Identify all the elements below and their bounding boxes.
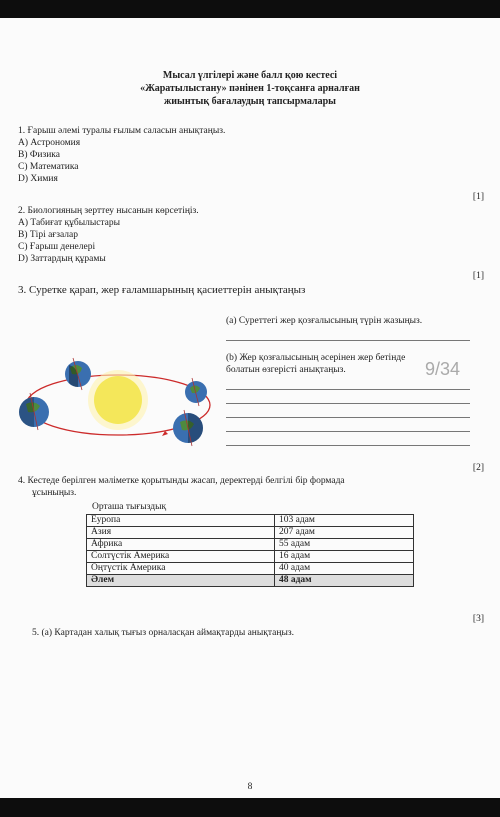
q4-question-line1: 4. Кестеде берілген мәліметке қорытынды жасап, деректерді белгілі бір формада [18, 476, 345, 486]
value-cell: 207 адам [275, 527, 414, 539]
value-cell: 40 адам [275, 563, 414, 575]
q1-option-c: C) Математика [18, 162, 79, 172]
q2-mark: [1] [472, 271, 484, 281]
table-total-row [87, 575, 414, 587]
answer-line-b3[interactable] [226, 417, 470, 418]
document-page [0, 18, 500, 798]
q2-option-d: D) Заттардың құрамы [18, 254, 106, 264]
table-row [87, 551, 414, 563]
table-row [87, 527, 414, 539]
q5-question: 5. (a) Картадан халық тығыз орналасқан аймақтарды анықтаңыз. [32, 628, 294, 638]
q3-mark: [2] [472, 463, 484, 473]
region-cell: Еуропа [87, 515, 275, 527]
total-value-cell: 48 адам [275, 575, 414, 587]
table-row [87, 515, 414, 527]
table-caption: Орташа тығыздық [92, 502, 167, 512]
value-cell: 55 адам [275, 539, 414, 551]
top-bar [0, 0, 500, 18]
q1-question: 1. Ғарыш әлемі туралы ғылым саласын анықтаңыз. [18, 126, 226, 136]
q3-part-a: (a) Суреттегі жер қозғалысының түрін жазыңыз. [226, 316, 423, 326]
region-cell: Оңтүстік Америка [87, 563, 275, 575]
value-cell: 16 адам [275, 551, 414, 563]
bottom-bar [0, 798, 500, 817]
density-table [86, 514, 414, 587]
table-row [87, 563, 414, 575]
header-line-2: «Жаратылыстану» пәнінен 1-тоқсанға арналған [140, 83, 360, 94]
q1-option-a: A) Астрономия [18, 138, 81, 148]
earth-orbit-diagram [18, 338, 218, 468]
q1-option-d: D) Химия [18, 174, 58, 184]
header-line-3: жиынтық бағалаудың тапсырмалары [164, 96, 336, 107]
q3-part-b-line2: болатын өзгерісті анықтаңыз. [226, 365, 346, 375]
q2-option-c: C) Ғарыш денелері [18, 242, 96, 252]
region-cell: Азия [87, 527, 275, 539]
q4-question-line2: ұсыныңыз. [32, 488, 77, 498]
answer-line-b1[interactable] [226, 389, 470, 390]
sun [94, 376, 142, 424]
table-row [87, 539, 414, 551]
earth-3 [185, 381, 207, 403]
q1-option-b: B) Физика [18, 150, 60, 160]
q3-part-b-line1: (b) Жер қозғалысының әсерінен жер бетінде [226, 353, 406, 363]
page-indicator: 9/34 [425, 359, 461, 379]
q2-option-b: B) Тірі ағзалар [18, 230, 78, 240]
earth-1 [65, 361, 91, 387]
q4-mark: [3] [472, 614, 484, 624]
page-number: 8 [247, 782, 253, 792]
q3-question: 3. Суретке қарап, жер ғаламшарының қасиеттерін анықтаңыз [18, 284, 306, 296]
q1-mark: [1] [472, 192, 484, 202]
header-line-1: Мысал үлгілері және балл қою кестесі [162, 70, 338, 81]
region-cell: Африка [87, 539, 275, 551]
q2-option-a: A) Табиғат құбылыстары [18, 218, 121, 228]
answer-line-b2[interactable] [226, 403, 470, 404]
q2-question: 2. Биологияның зерттеу нысанын көрсетіңіз. [18, 206, 199, 216]
answer-line-a[interactable] [226, 340, 470, 341]
answer-line-b4[interactable] [226, 431, 470, 432]
total-region-cell: Әлем [87, 575, 275, 587]
region-cell: Солтүстік Америка [87, 551, 275, 563]
value-cell: 103 адам [275, 515, 414, 527]
answer-line-b5[interactable] [226, 445, 470, 446]
